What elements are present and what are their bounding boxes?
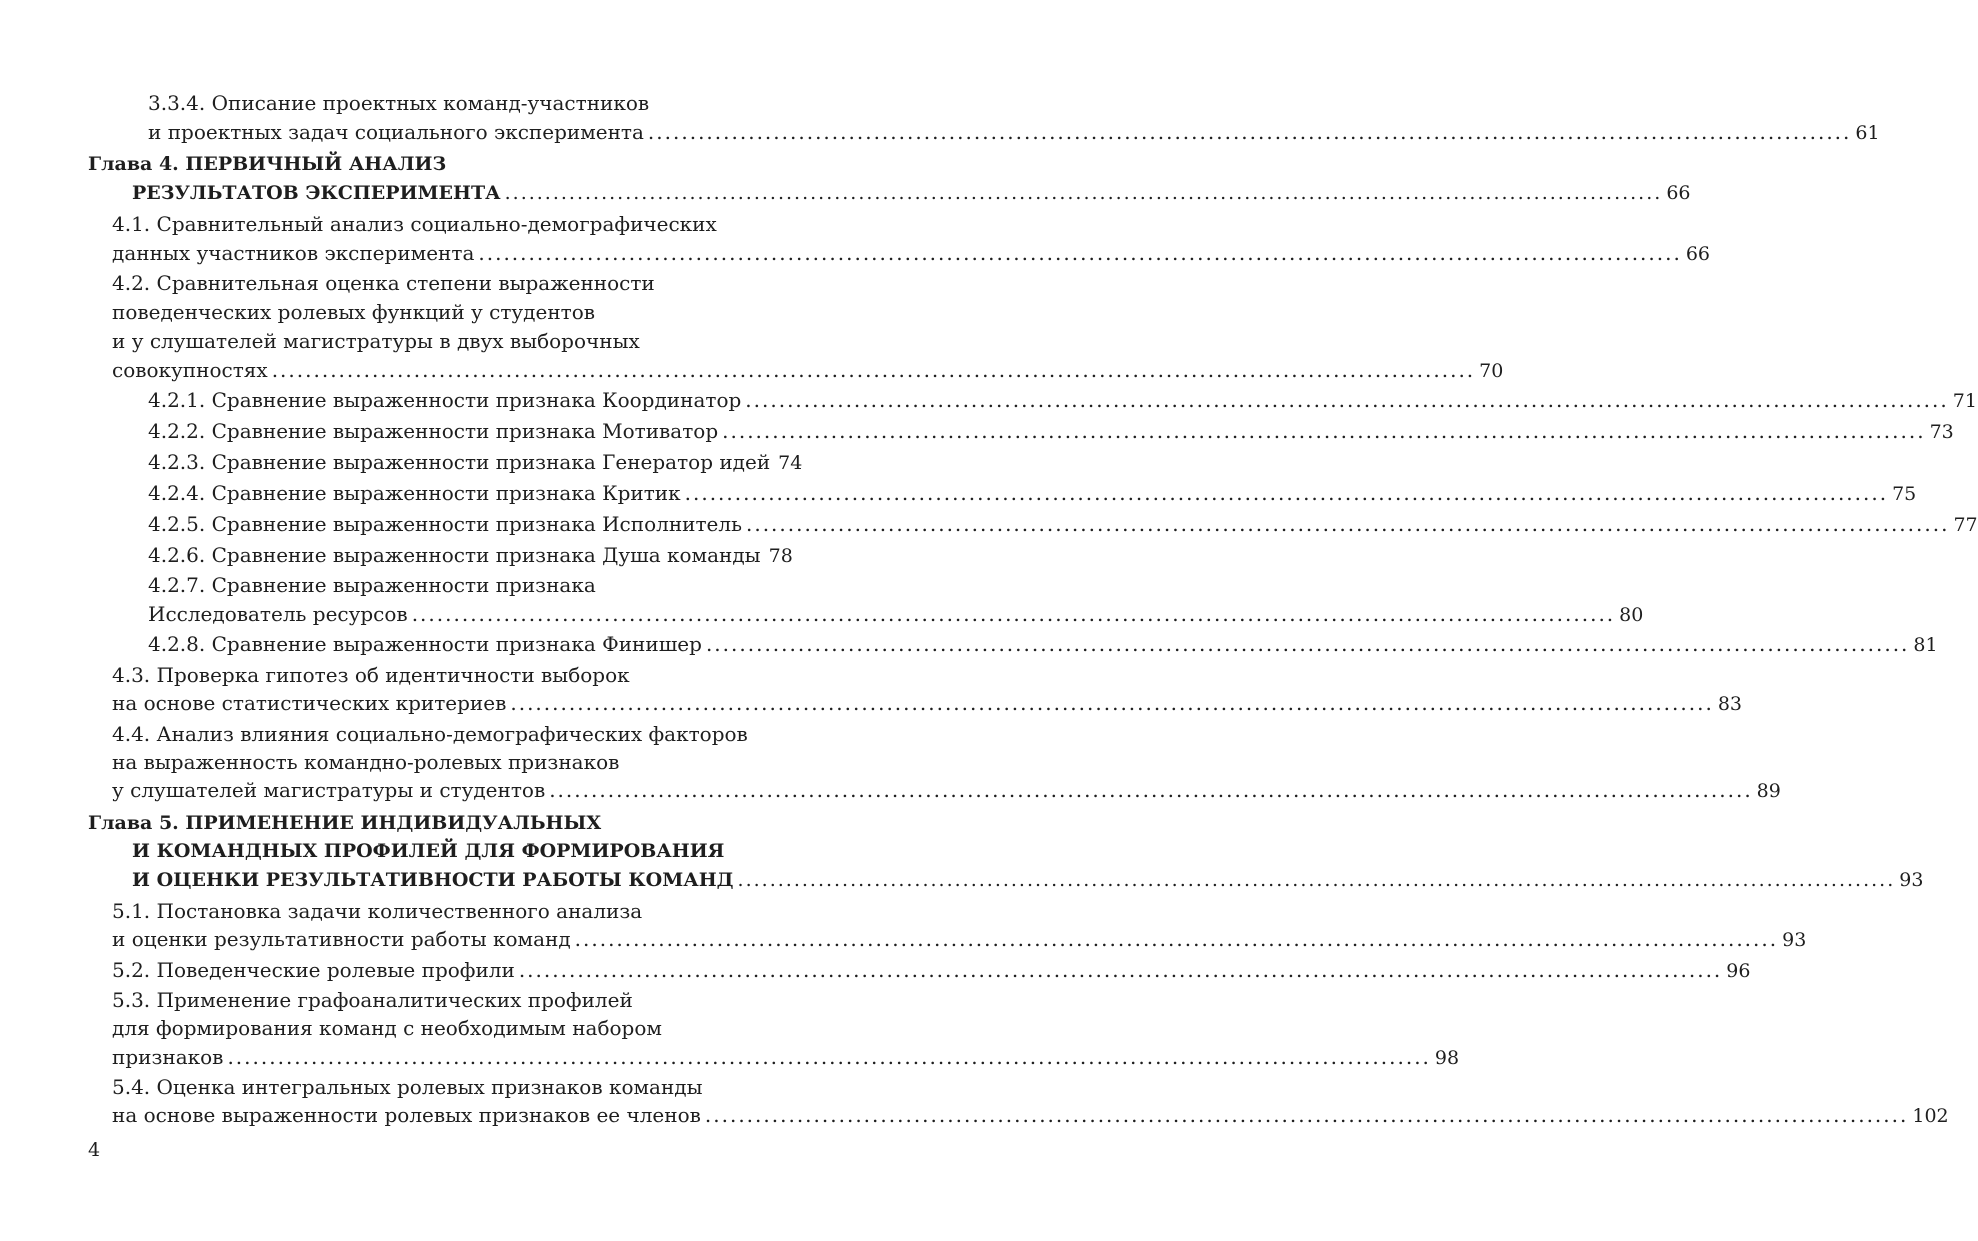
toc-page-number: 93 — [1899, 869, 1924, 891]
toc-text: РЕЗУЛЬТАТОВ ЭКСПЕРИМЕНТА — [132, 182, 501, 204]
toc-line — [148, 119, 1880, 146]
toc-text: 4.2.6. Сравнение выраженности признака Душа команды — [148, 543, 761, 567]
toc-text: 4.4. Анализ влияния социально-демографических факторов — [112, 722, 748, 746]
dot-leader: ................................................................................................................................................ — [574, 927, 1779, 951]
toc-line — [112, 240, 1711, 267]
toc-line — [148, 511, 1978, 538]
dot-leader: ................................................................................................................................................ — [684, 481, 1889, 505]
toc-text: 4.2.1. Сравнение выраженности признака Координатор — [148, 388, 742, 412]
toc-line — [112, 270, 655, 296]
toc-text: 4.2.4. Сравнение выраженности признака Критик — [148, 481, 681, 505]
toc-line — [148, 572, 596, 598]
toc-line — [112, 898, 642, 924]
toc-text: Глава 5. ПРИМЕНЕНИЕ ИНДИВИДУАЛЬНЫХ — [88, 812, 602, 834]
toc-text: 4.2.5. Сравнение выраженности признака Исполнитель — [148, 512, 742, 536]
toc-page-number: 71 — [1952, 390, 1977, 412]
toc-page-number: 96 — [1726, 960, 1751, 982]
toc-line — [148, 387, 1977, 414]
toc-page-number: 98 — [1434, 1047, 1460, 1069]
toc-line — [112, 1044, 1460, 1071]
dot-leader: ................................................................................................................................................ — [745, 512, 1950, 536]
toc-text: поведенческих ролевых функций у студентов — [112, 300, 596, 324]
toc-text: на основе выраженности ролевых признаков ее членов — [112, 1103, 701, 1127]
dot-leader: ................................................................................................................................................ — [549, 778, 1753, 802]
chapter-heading — [132, 838, 724, 864]
toc-line — [112, 926, 1807, 953]
dot-leader: ................................................................................................................................................ — [737, 869, 1896, 891]
toc-text: 5.1. Постановка задачи количественного анализа — [112, 899, 643, 923]
toc-line — [112, 777, 1781, 804]
chapter-heading — [88, 810, 601, 836]
toc-text: 5.4. Оценка интегральных ролевых признаков команды — [112, 1075, 703, 1099]
toc-line — [148, 449, 803, 476]
toc-page-number: 93 — [1782, 929, 1807, 951]
toc-text: 4.2.3. Сравнение выраженности признака Генератор идей — [148, 450, 771, 474]
toc-text: 5.3. Применение графоаналитических профилей — [112, 988, 633, 1012]
toc-page-number: 83 — [1717, 693, 1743, 715]
toc-page-number: 66 — [1666, 182, 1691, 204]
toc-text: совокупностях — [112, 358, 268, 382]
toc-page-number: 70 — [1479, 360, 1504, 382]
toc-page-number: 77 — [1953, 514, 1978, 536]
toc-text: на выраженность командно-ролевых признаков — [112, 750, 620, 774]
toc-text: и проектных задач социального эксперимента — [148, 120, 644, 144]
dot-leader: ................................................................................................................................................ — [478, 241, 1682, 265]
toc-text: 3.3.4. Описание проектных команд-участников — [148, 91, 650, 115]
toc-line — [112, 328, 640, 354]
dot-leader: ................................................................................................................................................ — [518, 958, 1723, 982]
toc-text: 4.2.2. Сравнение выраженности признака Мотиватор — [148, 419, 719, 443]
toc-page-number: 75 — [1892, 483, 1917, 505]
toc-text: 4.2.8. Сравнение выраженности признака Финишер — [148, 632, 702, 656]
toc-line — [112, 1015, 662, 1041]
dot-leader: ................................................................................................................................................ — [705, 632, 1910, 656]
toc-line — [148, 418, 1954, 445]
dot-leader: ................................................................................................................................................ — [745, 388, 1949, 412]
toc-text: Глава 4. ПЕРВИЧНЫЙ АНАЛИЗ — [88, 153, 447, 175]
toc-page-number: 73 — [1929, 421, 1954, 443]
dot-leader: ................................................................................................................................................ — [271, 358, 1476, 382]
dot-leader: ................................................................................................................................................ — [510, 691, 1714, 715]
toc-text: Исследователь ресурсов — [148, 602, 408, 626]
toc-text: для формирования команд с необходимым набором — [112, 1016, 662, 1040]
toc-text: признаков — [112, 1045, 224, 1069]
toc-line — [112, 662, 630, 688]
toc-line — [148, 480, 1917, 507]
toc-line — [112, 1102, 1949, 1129]
dot-leader: ................................................................................................................................................ — [504, 182, 1663, 204]
toc-text: 4.2. Сравнительная оценка степени выраженности — [112, 271, 655, 295]
toc-page-number: 66 — [1685, 243, 1711, 265]
toc-page-number: 89 — [1756, 780, 1781, 802]
toc-page-number: 78 — [768, 545, 793, 567]
dot-leader: ................................................................................................................................................ — [411, 602, 1616, 626]
toc-line — [112, 957, 1751, 984]
toc-page-number: 61 — [1855, 122, 1880, 144]
toc-page-number: 74 — [778, 452, 803, 474]
chapter-heading — [132, 867, 1924, 893]
chapter-heading — [88, 151, 446, 177]
toc-line — [112, 357, 1504, 384]
dot-leader: ................................................................................................................................................ — [704, 1103, 1909, 1127]
dot-leader: ................................................................................................................................................ — [722, 419, 1926, 443]
toc-text: на основе статистических критериев — [112, 691, 507, 715]
chapter-heading — [132, 180, 1691, 206]
toc-text: и оценки результативности работы команд — [112, 927, 571, 951]
toc-text: и у слушателей магистратуры в двух выборочных — [112, 329, 640, 353]
toc-line — [112, 211, 717, 237]
toc-line — [148, 542, 793, 569]
toc-text: И ОЦЕНКИ РЕЗУЛЬТАТИВНОСТИ РАБОТЫ КОМАНД — [132, 869, 734, 891]
toc-text: 4.1. Сравнительный анализ социально-демографических — [112, 212, 717, 236]
toc-line — [112, 690, 1743, 717]
toc-page-number: 81 — [1913, 634, 1938, 656]
toc-page-number: 102 — [1912, 1105, 1949, 1127]
dot-leader: ................................................................................................................................................ — [647, 120, 1852, 144]
toc-text: у слушателей магистратуры и студентов — [112, 778, 546, 802]
toc-line — [112, 1074, 703, 1100]
toc-text: 4.2.7. Сравнение выраженности признака — [148, 573, 596, 597]
toc-text: 5.2. Поведенческие ролевые профили — [112, 958, 515, 982]
toc-text: данных участников эксперимента — [112, 241, 475, 265]
toc-line — [112, 987, 633, 1013]
toc-line — [148, 90, 649, 116]
toc-line — [112, 749, 619, 775]
toc-text: И КОМАНДНЫХ ПРОФИЛЕЙ ДЛЯ ФОРМИРОВАНИЯ — [132, 840, 725, 862]
toc-text: 4.3. Проверка гипотез об идентичности выборок — [112, 663, 630, 687]
toc-line — [112, 299, 595, 325]
toc-page-number: 80 — [1619, 604, 1644, 626]
dot-leader: ................................................................................................................................................ — [227, 1045, 1431, 1069]
toc-line — [112, 721, 748, 747]
page-number: 4 — [88, 1139, 101, 1161]
toc-line — [148, 601, 1644, 628]
toc-line — [148, 631, 1938, 658]
